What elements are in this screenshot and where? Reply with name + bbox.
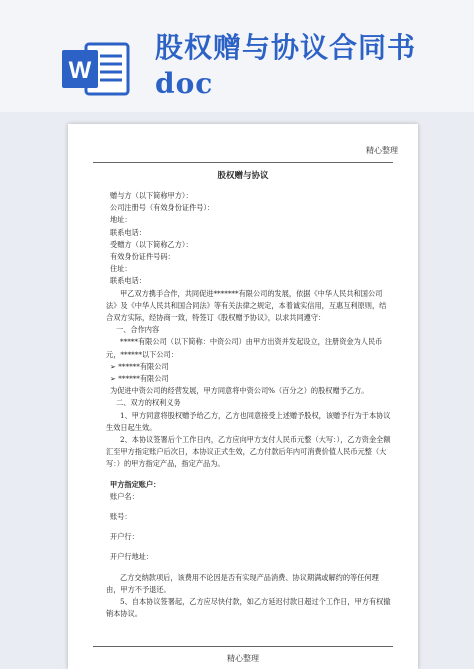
- document-line: 联系电话：: [110, 227, 146, 237]
- spacer: [106, 471, 392, 479]
- document-line: 账户名：: [110, 491, 139, 501]
- document-line: 5、自本协议签署起，乙方应尽快付款，如乙方延迟付款日超过个工作日，甲方有权撤销本协议。: [106, 597, 391, 619]
- document-line: 二、双方的权利义务: [116, 398, 181, 408]
- document-line: 有效身份证件号码：: [110, 252, 175, 262]
- document-body: [106, 190, 392, 621]
- document-line: 一、合作内容: [116, 325, 160, 335]
- spacer: [106, 543, 392, 551]
- word-icon: [60, 40, 130, 98]
- word-icon-letter: W: [68, 57, 92, 84]
- document-line: 联系电话：: [110, 276, 146, 286]
- header-note: 精心整理: [366, 146, 398, 155]
- document-line: 受赠方（以下简称乙方）：: [110, 239, 193, 249]
- document-line: *****有限公司（以下简称：中资公司）由甲方出资并发起设立，注册资金为人民币元，******以下公司：: [106, 337, 383, 359]
- document-page: [68, 124, 418, 669]
- document-line: 2、本协议签署后个工作日内，乙方应向甲方支付人民币元整（大写：），乙方资金全额汇至甲方指定账户后次日，本协议正式生效，乙方付款后年内可消费价值人民币元整（大写：）的甲方指定产品，指定产品为。: [106, 435, 391, 469]
- document-line: 住址：: [110, 264, 132, 274]
- footer-note: 精心整理: [227, 654, 259, 663]
- spacer: [106, 503, 392, 511]
- header-banner: [0, 0, 474, 112]
- document-line: 地址：: [110, 215, 132, 225]
- document-line: 公司注册号（有效身份证件号）：: [110, 203, 215, 213]
- document-line: 账号：: [110, 512, 132, 522]
- header-rule: [93, 162, 393, 163]
- document-line: 1、甲方同意将股权赠予给乙方，乙方也同意接受上述赠予股权，该赠予行为于本协议生效日起生效。: [106, 410, 391, 432]
- document-line: 甲乙双方携手合作，共同促进*******有限公司的发展，依据《中华人民共和国公司法》及《中华人民共和国合同法》等有关法律之规定，本着诚实信用，互惠互利原则，结合双方实际，经协商一致，特签订《股权赠予协议》，以求共同遵守：: [106, 288, 387, 323]
- document-line: 为促进中资公司的经营发展，甲方同意将中资公司%（百分之）的股权赠予乙方。: [110, 386, 369, 396]
- document-line: 开户行地址：: [110, 552, 154, 562]
- spacer: [106, 564, 392, 572]
- document-line: 赠与方（以下简称甲方）：: [110, 191, 193, 200]
- footer-rule: [93, 646, 393, 647]
- document-line: 乙方交纳款项后，该费用不论因是否有实现产品消费、协议期满或解约的等任何理由，甲方不予退还。: [106, 572, 379, 594]
- spacer: [106, 523, 392, 531]
- document-line: ➢ ******有限公司: [110, 361, 169, 371]
- document-line: 开户行：: [110, 532, 139, 542]
- document-title: 股权赠与协议: [217, 171, 269, 181]
- document-line: 甲方指定账户：: [110, 479, 161, 489]
- page-title: 股权赠与协议合同书doc: [155, 31, 417, 100]
- document-line: ➢ ******有限公司: [110, 374, 169, 384]
